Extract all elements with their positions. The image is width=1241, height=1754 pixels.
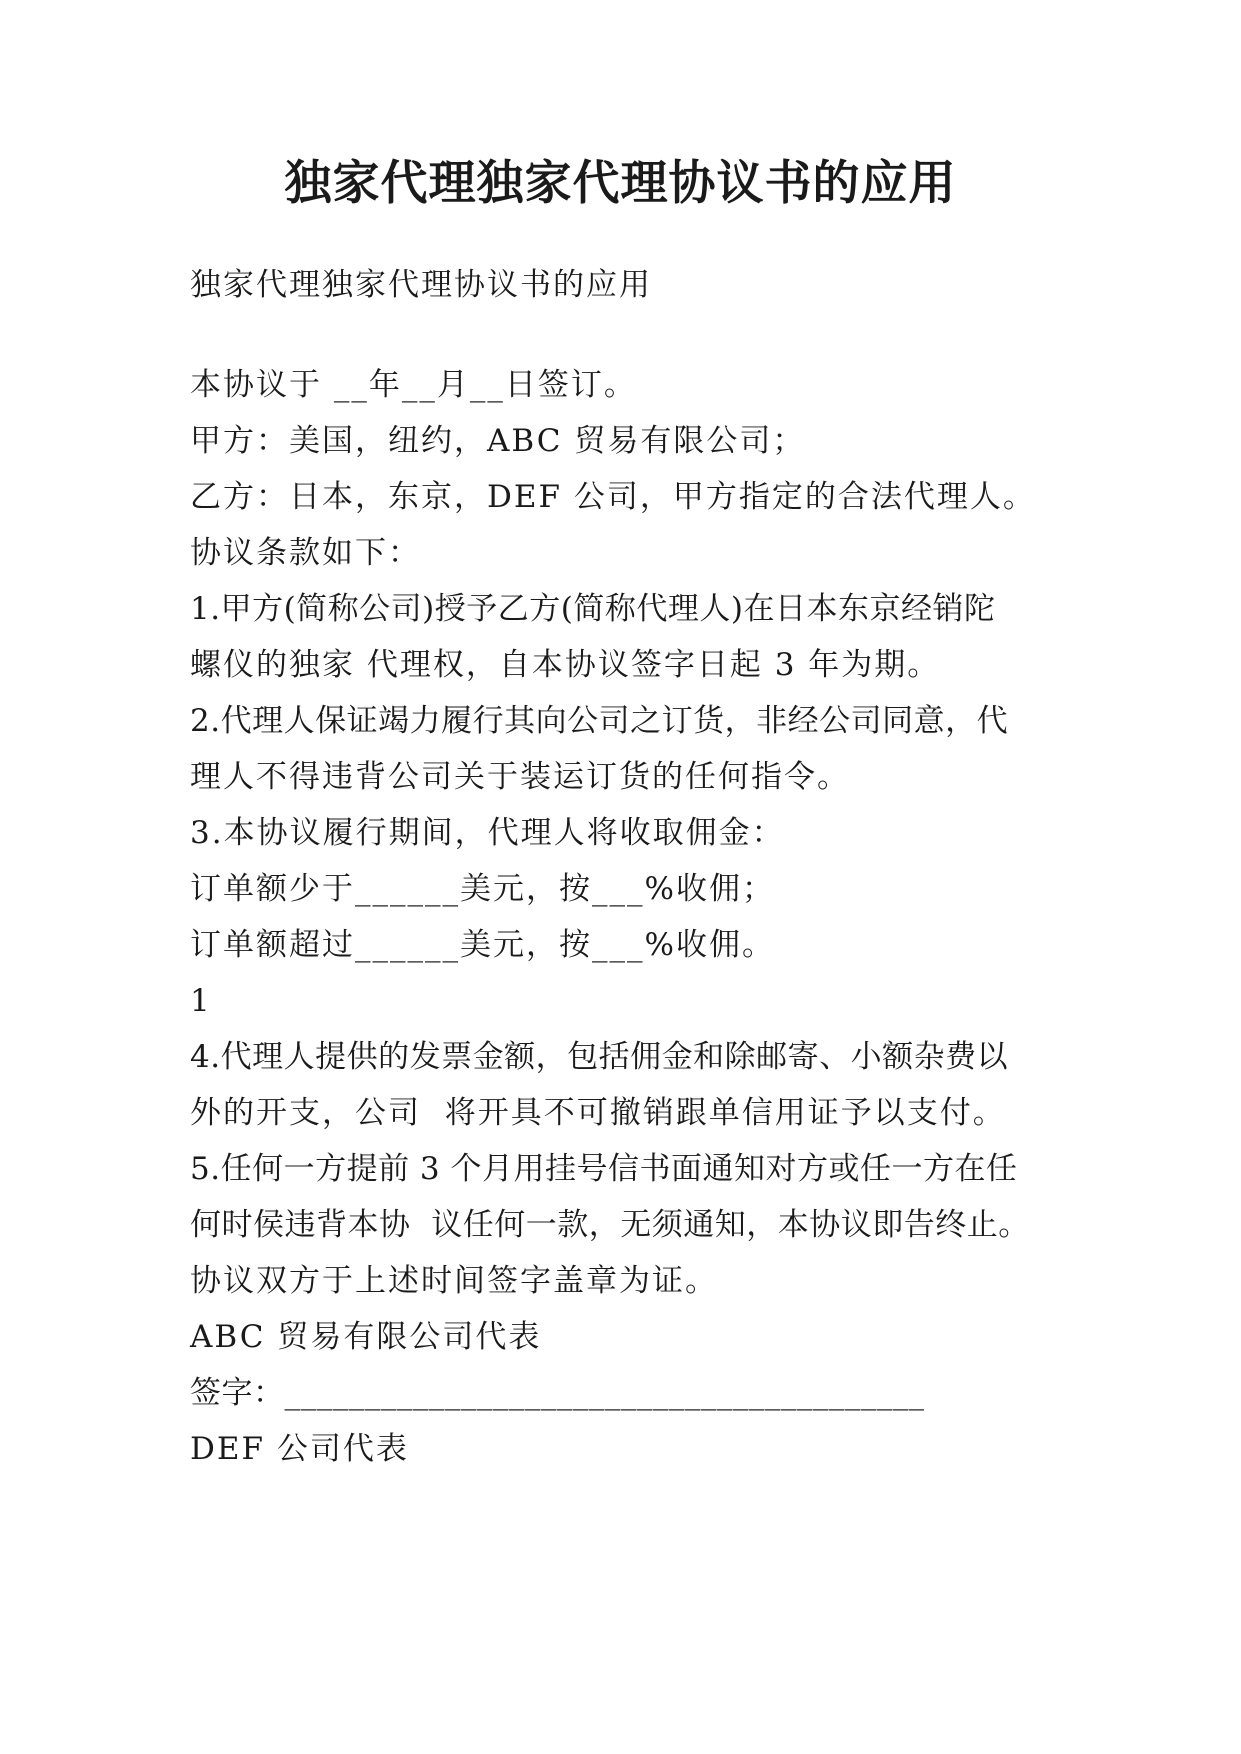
document-title: 独家代理独家代理协议书的应用	[284, 156, 957, 211]
subtitle-line: 独家代理独家代理协议书的应用	[190, 267, 652, 303]
clause-2-line-1: 2.代理人保证竭力履行其向公司之订货，非经公司同意，代	[190, 703, 1009, 739]
clause-4-line-1: 4.代理人提供的发票金额，包括佣金和除邮寄、小额杂费以	[190, 1039, 1009, 1075]
clause-3-line-1: 3.本协议履行期间，代理人将收取佣金：	[190, 815, 785, 851]
clause-2-line-2: 理人不得违背公司关于装运订货的任何指令。	[190, 759, 850, 795]
clause-1-line-2: 螺仪的独家 代理权，自本协议签字日起 3 年为期。	[190, 647, 941, 683]
signature-line: 签字：________________________________________	[190, 1375, 925, 1411]
page-number: 1	[190, 983, 212, 1019]
party-a-line: 甲方：美国，纽约，ABC 贸易有限公司；	[190, 423, 806, 459]
closing-statement: 协议双方于上述时间签字盖章为证。	[190, 1263, 718, 1299]
commission-below-line: 订单额少于______美元，按___%收佣；	[190, 871, 775, 907]
terms-heading: 协议条款如下：	[190, 535, 421, 571]
clause-4-line-2: 外的开支，公司 将开具不可撤销跟单信用证予以支付。	[190, 1095, 1006, 1131]
abc-representative-label: ABC 贸易有限公司代表	[190, 1319, 542, 1355]
party-b-line: 乙方：日本，东京，DEF 公司，甲方指定的合法代理人。	[190, 479, 1036, 515]
signing-date-line: 本协议于 __年__月__日签订。	[190, 367, 637, 403]
def-representative-label: DEF 公司代表	[190, 1431, 409, 1467]
clause-5-line-1: 5.任何一方提前 3 个月用挂号信书面通知对方或任一方在任	[190, 1151, 1018, 1187]
clause-1-line-1: 1.甲方(简称公司)授予乙方(简称代理人)在日本东京经销陀	[190, 591, 996, 627]
clause-5-line-2: 何时侯违背本协 议任何一款，无须通知，本协议即告终止。	[190, 1207, 1030, 1243]
commission-above-line: 订单额超过______美元，按___%收佣。	[190, 927, 775, 963]
